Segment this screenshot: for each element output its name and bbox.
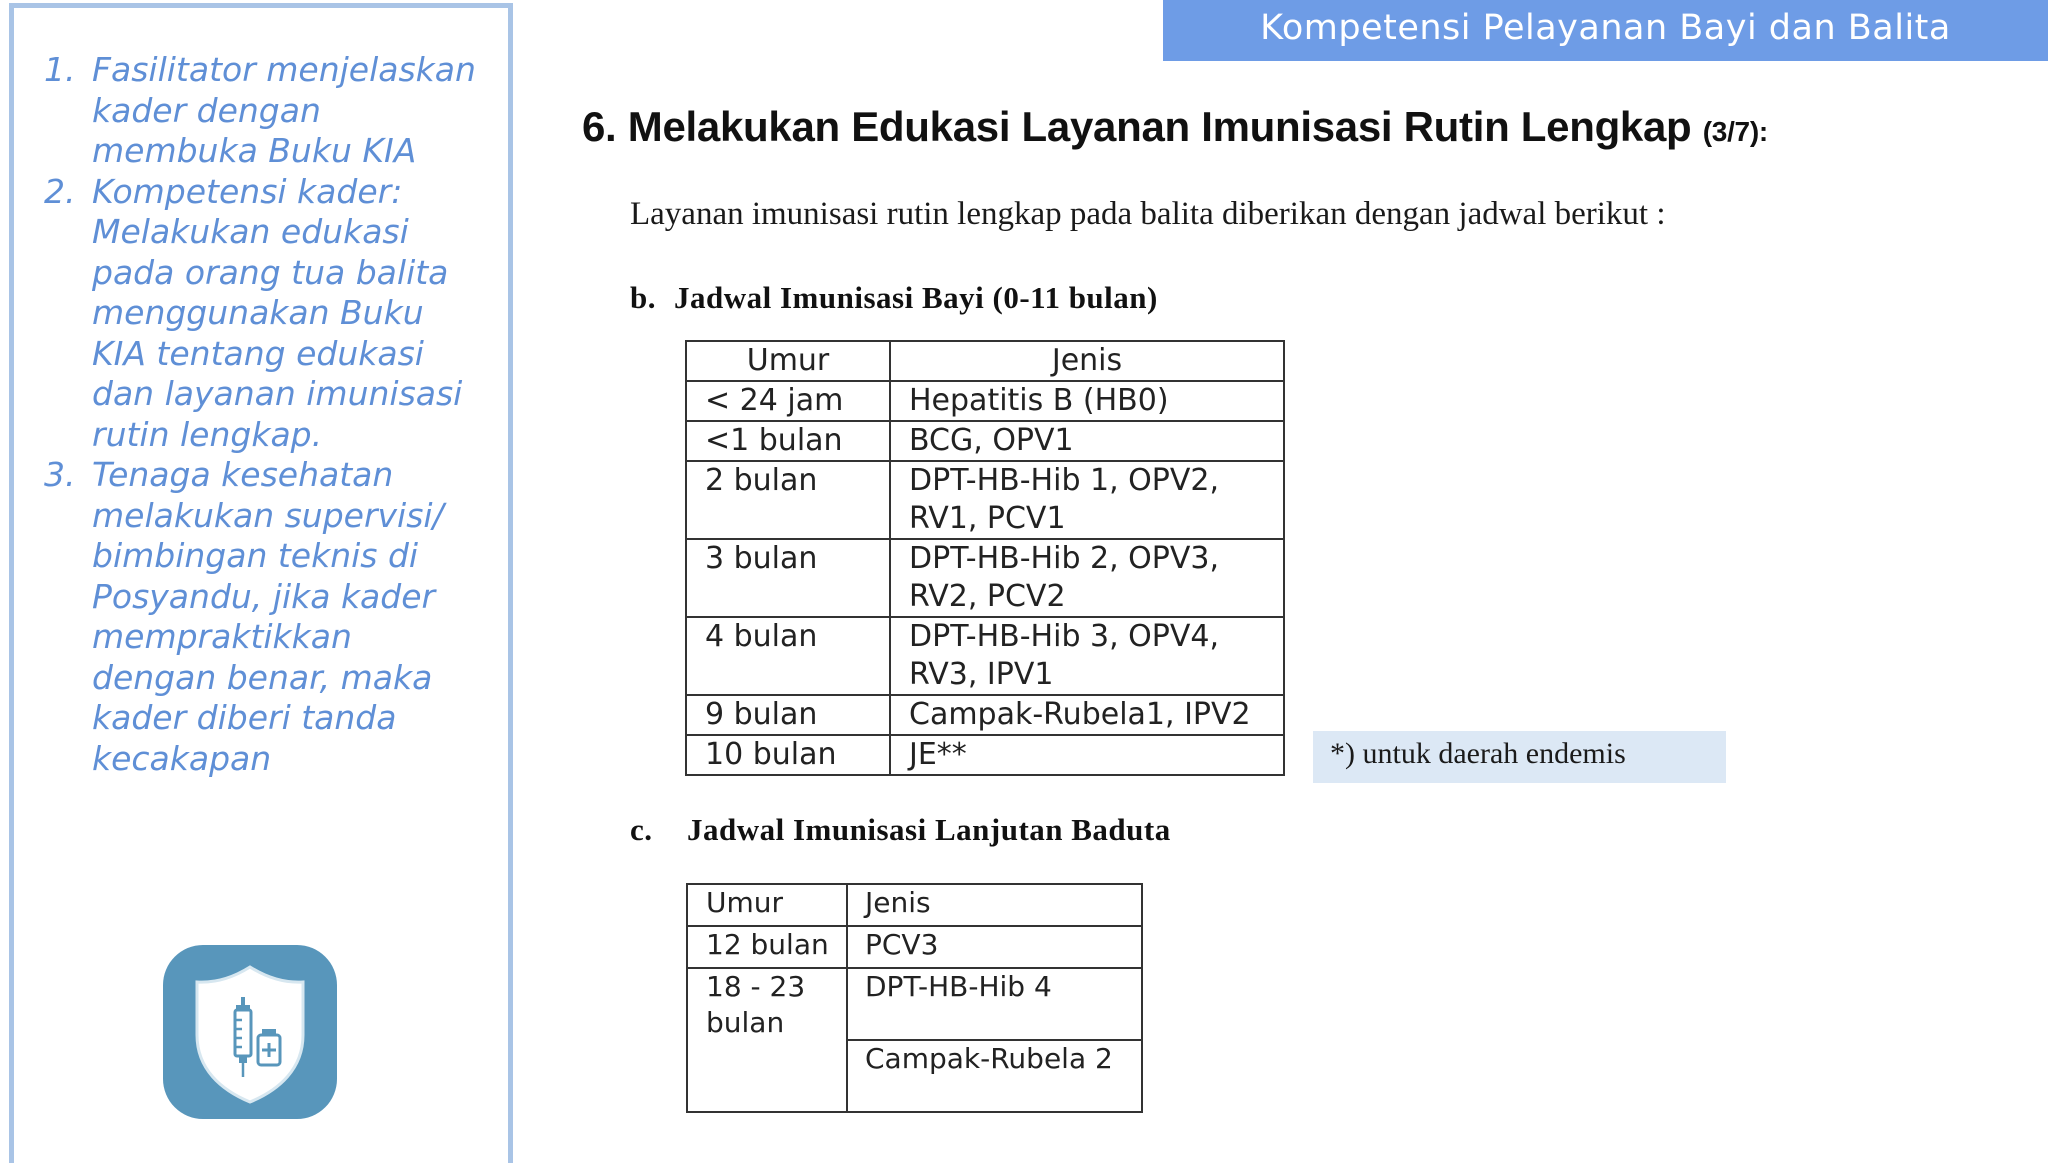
table-row [686,421,1284,461]
table-cell-vaccine: DPT-HB-Hib 4 [847,968,1142,1040]
table-cell-age: 3 bulan [686,539,890,617]
sidebar-item-1 [44,50,484,172]
table-cell-vaccine: BCG, OPV1 [890,421,1284,461]
toddler-immunization-table [686,883,1143,1113]
sidebar-item-text: Kompetensi kader: Melakukan edukasi pada orang tua balita menggunakan Buku KIA tentang edukasi dan layanan imunisasi rutin lengkap. [92,171,463,454]
table-cell-vaccine: Hepatitis B (HB0) [890,381,1284,421]
table-cell-vaccine: Campak-Rubela1, IPV2 [890,695,1284,735]
table-cell-age: 4 bulan [686,617,890,695]
section-c-letter: c. [630,812,653,847]
table-header-cell: Umur [687,884,847,926]
table-cell-vaccine: Campak-Rubela 2 [847,1040,1142,1112]
table-row [686,617,1284,695]
table-cell-age: 18 - 23 bulan [687,968,847,1112]
table-cell-vaccine: PCV3 [847,926,1142,968]
section-b-title: Jadwal Imunisasi Bayi (0-11 bulan) [674,280,1158,315]
section-c-title: Jadwal Imunisasi Lanjutan Baduta [687,812,1171,847]
table-cell-vaccine: DPT-HB-Hib 3, OPV4, RV3, IPV1 [890,617,1284,695]
section-b-letter: b. [630,280,656,315]
sidebar-list [44,50,484,779]
sidebar-item-number: 3. [44,455,76,494]
intro-text: Layanan imunisasi rutin lengkap pada balita diberikan dengan jadwal berikut : [630,196,1666,232]
sidebar-item-text: Fasilitator menjelaskan kader dengan membuka Buku KIA [92,50,476,170]
header-banner: Kompetensi Pelayanan Bayi dan Balita [1163,0,2048,61]
table-cell-vaccine: DPT-HB-Hib 2, OPV3, RV2, PCV2 [890,539,1284,617]
table-cell-vaccine: JE** [890,735,1284,775]
sidebar-item-2 [44,172,484,456]
table-cell-vaccine: DPT-HB-Hib 1, OPV2, RV1, PCV1 [890,461,1284,539]
table-cell-age: < 24 jam [686,381,890,421]
table-row [686,695,1284,735]
page-title-part: (3/7): [1702,116,1768,147]
sidebar-panel [9,3,513,1163]
vaccine-shield-icon [163,945,337,1119]
table-header-row [686,341,1284,381]
sidebar-item-number: 1. [44,50,76,89]
page-title [582,103,1768,151]
infant-immunization-table [685,340,1285,776]
sidebar-item-3 [44,455,484,779]
table-header-cell: Umur [686,341,890,381]
table-row [687,968,1142,1040]
section-b-heading [630,280,1158,316]
table-row [686,381,1284,421]
sidebar-item-text: Tenaga kesehatan melakukan supervisi/ bimbingan teknis di Posyandu, jika kader mempraktikkan dengan benar, maka kader diberi tanda kecakapan [92,455,444,778]
table-cell-age: 9 bulan [686,695,890,735]
table-row [687,926,1142,968]
table-cell-age: 2 bulan [686,461,890,539]
endemic-note: *) untuk daerah endemis [1313,731,1726,783]
shield-syringe-graphic [163,945,337,1119]
page-title-main: 6. Melakukan Edukasi Layanan Imunisasi Rutin Lengkap [582,103,1692,150]
table-header-row [687,884,1142,926]
sidebar-item-number: 2. [44,171,76,211]
table-cell-age: <1 bulan [686,421,890,461]
table-row [686,735,1284,775]
table-cell-age: 10 bulan [686,735,890,775]
table-header-cell: Jenis [847,884,1142,926]
table-row [686,461,1284,539]
table-row [686,539,1284,617]
section-c-heading [630,812,1171,848]
table-header-cell: Jenis [890,341,1284,381]
table-cell-age: 12 bulan [687,926,847,968]
